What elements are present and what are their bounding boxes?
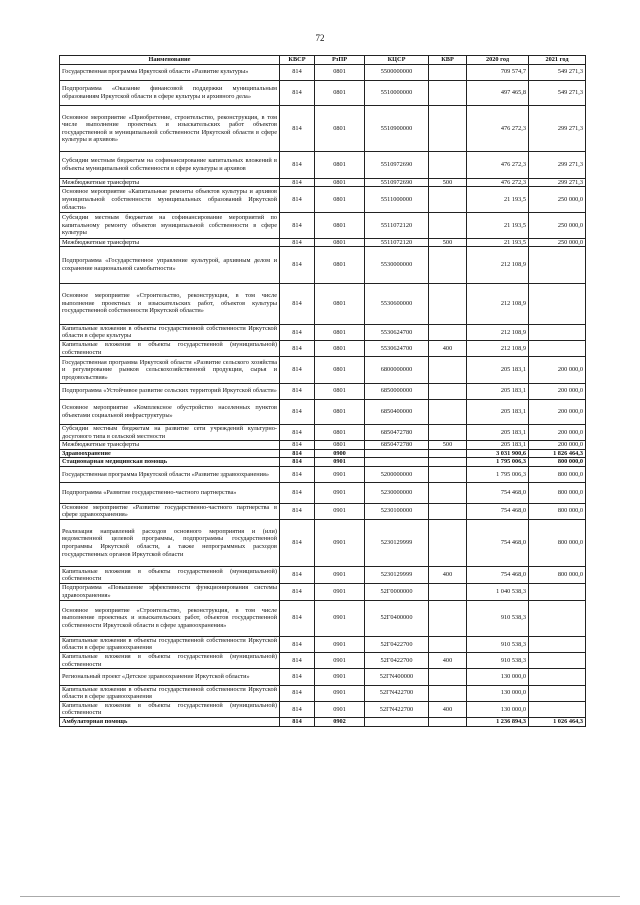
- cell-2020: 497 465,8: [467, 80, 529, 105]
- table-row: [60, 685, 586, 701]
- cell-kvr: [429, 718, 467, 727]
- cell-rzpr: 0801: [315, 152, 365, 178]
- table-row: [60, 425, 586, 441]
- cell-kcsr: 52ГN422700: [365, 685, 429, 701]
- cell-2021: 549 271,3: [529, 80, 586, 105]
- cell-2021: 299 271,3: [529, 106, 586, 152]
- cell-rzpr: 0801: [315, 324, 365, 340]
- table-row: [60, 718, 586, 727]
- table-row: [60, 178, 586, 187]
- cell-kvsr: 814: [280, 213, 315, 238]
- cell-name: Подпрограмма «Государственное управление культурой, архивным делом и сохранение национальной самобытности»: [60, 247, 280, 283]
- cell-kvr: [429, 467, 467, 483]
- cell-kvr: [429, 324, 467, 340]
- cell-2021: [529, 653, 586, 669]
- cell-2021: [529, 324, 586, 340]
- cell-2020: 212 108,9: [467, 283, 529, 324]
- cell-2020: 476 272,3: [467, 178, 529, 187]
- cell-name: Реализация направлений расходов основного мероприятия и (или) ведомственной целевой программы, подпрограммы государственной программы Иркутской области, а также непрограммных расходов государственных органов Иркутской области: [60, 519, 280, 566]
- col-header-kvr: КВР: [429, 56, 467, 65]
- cell-2020: 709 574,7: [467, 64, 529, 80]
- cell-name: Основное мероприятие «Капитальные ремонты объектов культуры и архивов муниципальной собственности муниципальных образований Иркутской области»: [60, 187, 280, 213]
- cell-2021: [529, 600, 586, 636]
- cell-2020: 1 795 006,3: [467, 467, 529, 483]
- col-header-2021: 2021 год: [529, 56, 586, 65]
- cell-kvsr: 814: [280, 324, 315, 340]
- cell-rzpr: 0901: [315, 653, 365, 669]
- cell-name: Капитальные вложения в объекты государственной (муниципальной) собственности: [60, 341, 280, 357]
- table-row: [60, 399, 586, 424]
- cell-kcsr: 52Г0422700: [365, 636, 429, 652]
- cell-name: Государственная программа Иркутской области «Развитие сельского хозяйства и регулирование рынков сельскохозяйственной продукции, сырья и продовольствия»: [60, 357, 280, 383]
- table-row: [60, 467, 586, 483]
- cell-kcsr: 5511000000: [365, 187, 429, 213]
- cell-kcsr: 5530624700: [365, 341, 429, 357]
- cell-kcsr: 5530600000: [365, 283, 429, 324]
- cell-kcsr: 6850000000: [365, 383, 429, 399]
- cell-2020: 212 108,9: [467, 247, 529, 283]
- table-row: [60, 669, 586, 685]
- cell-kvsr: 814: [280, 584, 315, 600]
- cell-kvsr: 814: [280, 458, 315, 467]
- cell-2021: 800 000,0: [529, 503, 586, 519]
- cell-2021: 250 000,0: [529, 238, 586, 247]
- cell-rzpr: 0901: [315, 600, 365, 636]
- cell-kvr: [429, 483, 467, 503]
- table-row: [60, 106, 586, 152]
- cell-name: Субсидии местным бюджетам на софинансирование капитальных вложений в объекты муниципальной собственности в сфере культуры и архивов: [60, 152, 280, 178]
- cell-kvsr: 814: [280, 238, 315, 247]
- table-row: [60, 64, 586, 80]
- cell-name: Межбюджетные трансферты: [60, 441, 280, 450]
- cell-2021: 299 271,3: [529, 178, 586, 187]
- cell-kcsr: 5511072120: [365, 238, 429, 247]
- cell-2021: [529, 701, 586, 717]
- cell-2021: 200 000,0: [529, 357, 586, 383]
- cell-kvr: [429, 458, 467, 467]
- cell-2021: [529, 685, 586, 701]
- cell-kvsr: 814: [280, 685, 315, 701]
- table-row: [60, 441, 586, 450]
- cell-kvr: [429, 636, 467, 652]
- table-row: [60, 636, 586, 652]
- cell-kvsr: 814: [280, 503, 315, 519]
- cell-2020: 205 183,1: [467, 383, 529, 399]
- table-row: [60, 357, 586, 383]
- cell-kcsr: [365, 458, 429, 467]
- cell-2021: 1 826 464,3: [529, 449, 586, 458]
- cell-2021: 200 000,0: [529, 425, 586, 441]
- cell-kvr: [429, 584, 467, 600]
- cell-name: Основное мероприятие «Строительство, реконструкция, в том числе выполнение проектных и изыскательских работ, объектов культуры государственной собственности Иркутской области»: [60, 283, 280, 324]
- cell-kcsr: 52ГN422700: [365, 701, 429, 717]
- cell-name: Субсидии местным бюджетам на развитие сети учреждений культурно-досугового типа в сельской местности: [60, 425, 280, 441]
- cell-kvr: [429, 425, 467, 441]
- cell-2020: 754 468,0: [467, 483, 529, 503]
- cell-rzpr: 0801: [315, 106, 365, 152]
- cell-2020: 910 538,3: [467, 653, 529, 669]
- cell-rzpr: 0801: [315, 357, 365, 383]
- cell-2021: 200 000,0: [529, 383, 586, 399]
- cell-2020: 130 000,0: [467, 685, 529, 701]
- cell-rzpr: 0801: [315, 80, 365, 105]
- cell-kvr: [429, 187, 467, 213]
- cell-kcsr: [365, 718, 429, 727]
- cell-kvr: [429, 213, 467, 238]
- cell-kvr: 400: [429, 653, 467, 669]
- cell-name: Подпрограмма «Развитие государственно-частного партнерства»: [60, 483, 280, 503]
- cell-name: Основное мероприятие «Комплексное обустройство населенных пунктов объектами социальной инфраструктуры»: [60, 399, 280, 424]
- cell-kcsr: 5200000000: [365, 467, 429, 483]
- cell-name: Капитальные вложения в объекты государственной собственности Иркутской области в сфере здравоохранения: [60, 685, 280, 701]
- cell-2020: 205 183,1: [467, 425, 529, 441]
- page-number: 72: [315, 33, 325, 43]
- cell-rzpr: 0801: [315, 425, 365, 441]
- cell-rzpr: 0901: [315, 669, 365, 685]
- cell-rzpr: 0801: [315, 441, 365, 450]
- table-row: [60, 584, 586, 600]
- cell-name: Основное мероприятие «Приобретение, строительство, реконструкция, в том числе выполнение проектных и изыскательских работ объектов государственной и муниципальной собственности Иркутской области в сфере культуры и архивов»: [60, 106, 280, 152]
- cell-kvsr: 814: [280, 467, 315, 483]
- table-row: [60, 701, 586, 717]
- cell-2020: 1 795 006,3: [467, 458, 529, 467]
- cell-kvr: [429, 600, 467, 636]
- cell-kcsr: 5510900000: [365, 106, 429, 152]
- cell-kvsr: 814: [280, 341, 315, 357]
- cell-name: Субсидии местным бюджетам на софинансирование мероприятий по капитальному ремонту объектов муниципальной собственности в сфере культуры: [60, 213, 280, 238]
- cell-kvr: [429, 80, 467, 105]
- cell-2020: 3 031 900,6: [467, 449, 529, 458]
- cell-2021: [529, 283, 586, 324]
- cell-kvsr: 814: [280, 636, 315, 652]
- cell-kvr: [429, 669, 467, 685]
- cell-name: Амбулаторная помощь: [60, 718, 280, 727]
- cell-2021: 800 000,0: [529, 467, 586, 483]
- table-row: [60, 187, 586, 213]
- cell-name: Подпрограмма «Оказание финансовой поддержки муниципальным образованиям Иркутской области в сфере культуры и архивного дела»: [60, 80, 280, 105]
- cell-kvsr: 814: [280, 80, 315, 105]
- cell-kcsr: 52Г0400000: [365, 600, 429, 636]
- cell-name: Капитальные вложения в объекты государственной (муниципальной) собственности: [60, 567, 280, 584]
- cell-rzpr: 0801: [315, 178, 365, 187]
- cell-2021: 250 000,0: [529, 213, 586, 238]
- cell-kcsr: 5510000000: [365, 80, 429, 105]
- cell-name: Капитальные вложения в объекты государственной собственности Иркутской области в сфере культуры: [60, 324, 280, 340]
- cell-name: Стационарная медицинская помощь: [60, 458, 280, 467]
- cell-kvsr: 814: [280, 701, 315, 717]
- table-row: [60, 567, 586, 584]
- cell-name: Подпрограмма «Устойчивое развитие сельских территорий Иркутской области»: [60, 383, 280, 399]
- cell-name: Капитальные вложения в объекты государственной (муниципальной) собственности: [60, 701, 280, 717]
- table-row: [60, 519, 586, 566]
- cell-name: Межбюджетные трансферты: [60, 238, 280, 247]
- table-row: [60, 458, 586, 467]
- cell-rzpr: 0801: [315, 383, 365, 399]
- cell-kvr: [429, 685, 467, 701]
- cell-kcsr: 5530624700: [365, 324, 429, 340]
- cell-kvsr: 814: [280, 669, 315, 685]
- cell-kvsr: 814: [280, 653, 315, 669]
- cell-kcsr: 5511072120: [365, 213, 429, 238]
- cell-kcsr: 5510972690: [365, 178, 429, 187]
- table-row: [60, 503, 586, 519]
- cell-kcsr: 5230129999: [365, 519, 429, 566]
- cell-kcsr: 52ГN400000: [365, 669, 429, 685]
- cell-kvsr: 814: [280, 247, 315, 283]
- table-row: [60, 213, 586, 238]
- cell-2020: 754 468,0: [467, 567, 529, 584]
- cell-rzpr: 0901: [315, 584, 365, 600]
- cell-rzpr: 0901: [315, 701, 365, 717]
- table-body: [60, 64, 586, 726]
- cell-kvsr: 814: [280, 441, 315, 450]
- cell-2021: [529, 247, 586, 283]
- cell-kvr: [429, 503, 467, 519]
- cell-rzpr: 0801: [315, 399, 365, 424]
- cell-2020: 910 538,3: [467, 600, 529, 636]
- cell-name: Государственная программа Иркутской области «Развитие культуры»: [60, 64, 280, 80]
- cell-name: Здравоохранение: [60, 449, 280, 458]
- cell-kvsr: 814: [280, 425, 315, 441]
- cell-kvr: [429, 106, 467, 152]
- cell-kvr: [429, 399, 467, 424]
- cell-2020: 21 193,5: [467, 187, 529, 213]
- cell-2020: 130 000,0: [467, 669, 529, 685]
- cell-rzpr: 0801: [315, 283, 365, 324]
- cell-rzpr: 0801: [315, 64, 365, 80]
- col-header-kvsr: КВСР: [280, 56, 315, 65]
- cell-2020: 212 108,9: [467, 324, 529, 340]
- cell-2020: 130 000,0: [467, 701, 529, 717]
- cell-kcsr: 5230000000: [365, 483, 429, 503]
- cell-2020: 754 468,0: [467, 503, 529, 519]
- cell-kvr: [429, 152, 467, 178]
- cell-kcsr: 5500000000: [365, 64, 429, 80]
- cell-2021: 299 271,3: [529, 152, 586, 178]
- cell-kvr: 500: [429, 178, 467, 187]
- cell-name: Межбюджетные трансферты: [60, 178, 280, 187]
- cell-kvsr: 814: [280, 64, 315, 80]
- cell-rzpr: 0801: [315, 247, 365, 283]
- cell-name: Основное мероприятие «Строительство, реконструкция, в том числе выполнение проектных и изыскательских работ, объектов государственной собственности Иркутской области в сфере здравоохранения»: [60, 600, 280, 636]
- cell-kvsr: 814: [280, 519, 315, 566]
- table-header-row: [60, 56, 586, 65]
- cell-kvsr: 814: [280, 399, 315, 424]
- cell-2020: 1 236 894,3: [467, 718, 529, 727]
- cell-rzpr: 0901: [315, 636, 365, 652]
- cell-2021: 200 000,0: [529, 441, 586, 450]
- table-row: [60, 449, 586, 458]
- table-row: [60, 653, 586, 669]
- budget-table: [59, 55, 586, 727]
- cell-rzpr: 0801: [315, 213, 365, 238]
- cell-rzpr: 0901: [315, 685, 365, 701]
- cell-kvsr: 814: [280, 483, 315, 503]
- cell-kcsr: 6850472780: [365, 425, 429, 441]
- cell-kvsr: 814: [280, 718, 315, 727]
- table-row: [60, 341, 586, 357]
- col-header-2020: 2020 год: [467, 56, 529, 65]
- cell-name: Государственная программа Иркутской области «Развитие здравоохранения»: [60, 467, 280, 483]
- cell-2020: 754 468,0: [467, 519, 529, 566]
- cell-kvr: [429, 64, 467, 80]
- table-row: [60, 238, 586, 247]
- cell-2021: [529, 584, 586, 600]
- table-row: [60, 247, 586, 283]
- col-header-name: Наименование: [60, 56, 280, 65]
- cell-rzpr: 0901: [315, 483, 365, 503]
- cell-name: Подпрограмма «Повышение эффективности функционирования системы здравоохранения»: [60, 584, 280, 600]
- cell-name: Основное мероприятие «Развитие государственно-частного партнерства в сфере здравоохранения»: [60, 503, 280, 519]
- cell-kvr: [429, 383, 467, 399]
- cell-kvr: [429, 449, 467, 458]
- cell-kvr: 400: [429, 567, 467, 584]
- table-row: [60, 283, 586, 324]
- cell-rzpr: 0801: [315, 238, 365, 247]
- cell-2020: 910 538,3: [467, 636, 529, 652]
- cell-rzpr: 0901: [315, 458, 365, 467]
- cell-kcsr: [365, 449, 429, 458]
- table-row: [60, 600, 586, 636]
- cell-kvsr: 814: [280, 383, 315, 399]
- cell-kvr: 400: [429, 701, 467, 717]
- cell-2021: 800 000,0: [529, 458, 586, 467]
- cell-rzpr: 0801: [315, 187, 365, 213]
- cell-kvsr: 814: [280, 449, 315, 458]
- table-row: [60, 324, 586, 340]
- cell-2021: 549 271,3: [529, 64, 586, 80]
- cell-rzpr: 0901: [315, 467, 365, 483]
- cell-kvr: 400: [429, 341, 467, 357]
- cell-kvr: 500: [429, 238, 467, 247]
- cell-name: Капитальные вложения в объекты государственной собственности Иркутской области в сфере здравоохранения: [60, 636, 280, 652]
- cell-2021: 800 000,0: [529, 567, 586, 584]
- col-header-rzpr: РзПР: [315, 56, 365, 65]
- cell-kvr: [429, 283, 467, 324]
- cell-name: Региональный проект «Детское здравоохранение Иркутской области»: [60, 669, 280, 685]
- cell-2020: 212 108,9: [467, 341, 529, 357]
- cell-kvsr: 814: [280, 283, 315, 324]
- cell-kcsr: 5530000000: [365, 247, 429, 283]
- cell-kcsr: 52Г0422700: [365, 653, 429, 669]
- cell-kvr: [429, 357, 467, 383]
- cell-rzpr: 0901: [315, 567, 365, 584]
- cell-kvr: [429, 519, 467, 566]
- cell-rzpr: 0801: [315, 341, 365, 357]
- cell-kcsr: 6850472780: [365, 441, 429, 450]
- cell-kcsr: 52Г0000000: [365, 584, 429, 600]
- cell-kcsr: 5230129999: [365, 567, 429, 584]
- cell-kvsr: 814: [280, 567, 315, 584]
- cell-kcsr: 6800000000: [365, 357, 429, 383]
- col-header-kcsr: КЦСР: [365, 56, 429, 65]
- cell-kvsr: 814: [280, 152, 315, 178]
- cell-kvsr: 814: [280, 178, 315, 187]
- cell-2021: 800 000,0: [529, 483, 586, 503]
- cell-2021: [529, 669, 586, 685]
- cell-2020: 476 272,3: [467, 152, 529, 178]
- cell-kvsr: 814: [280, 106, 315, 152]
- cell-rzpr: 0901: [315, 503, 365, 519]
- cell-kvsr: 814: [280, 600, 315, 636]
- cell-2020: 21 193,5: [467, 238, 529, 247]
- cell-name: Капитальные вложения в объекты государственной (муниципальной) собственности: [60, 653, 280, 669]
- cell-2020: 476 272,3: [467, 106, 529, 152]
- cell-2021: 200 000,0: [529, 399, 586, 424]
- cell-2020: 205 183,1: [467, 441, 529, 450]
- bottom-rule: [20, 896, 620, 897]
- table-row: [60, 80, 586, 105]
- cell-kvsr: 814: [280, 187, 315, 213]
- cell-2021: 1 026 464,3: [529, 718, 586, 727]
- cell-rzpr: 0901: [315, 519, 365, 566]
- cell-kvr: [429, 247, 467, 283]
- cell-2020: 205 183,1: [467, 399, 529, 424]
- cell-2021: 250 000,0: [529, 187, 586, 213]
- cell-2020: 205 183,1: [467, 357, 529, 383]
- cell-kvr: 500: [429, 441, 467, 450]
- cell-kcsr: 5230100000: [365, 503, 429, 519]
- cell-kcsr: 6850400000: [365, 399, 429, 424]
- table-row: [60, 383, 586, 399]
- cell-2021: [529, 341, 586, 357]
- cell-2021: 800 000,0: [529, 519, 586, 566]
- table-row: [60, 152, 586, 178]
- cell-2020: 21 193,5: [467, 213, 529, 238]
- cell-2020: 1 040 538,3: [467, 584, 529, 600]
- cell-rzpr: 0902: [315, 718, 365, 727]
- cell-2021: [529, 636, 586, 652]
- cell-kcsr: 5510972690: [365, 152, 429, 178]
- cell-kvsr: 814: [280, 357, 315, 383]
- table-row: [60, 483, 586, 503]
- cell-rzpr: 0900: [315, 449, 365, 458]
